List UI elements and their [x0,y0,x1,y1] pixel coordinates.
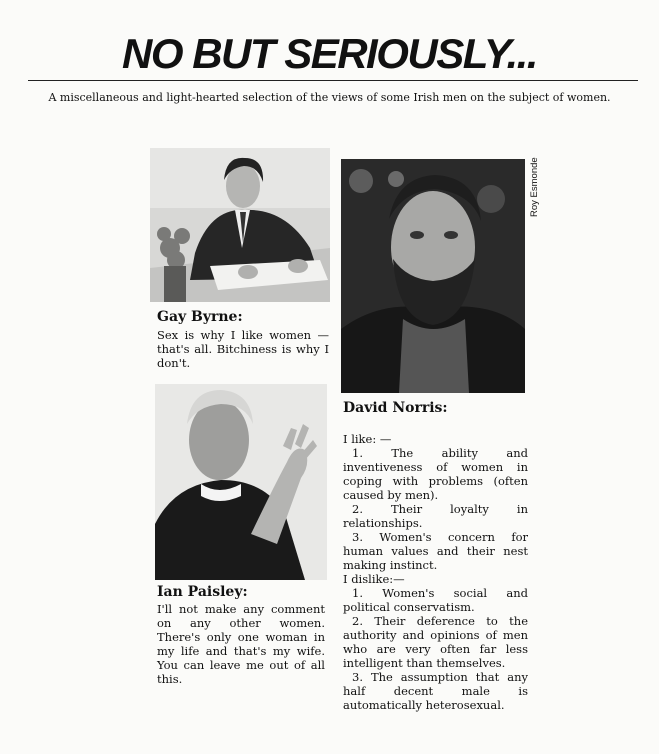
david-norris-name: David Norris: [343,400,448,416]
gay-byrne-photo [150,148,330,302]
dislike-item: 3. The assumption that any half decent male is automatically heterosexual. [343,670,528,712]
page-subtitle: A miscellaneous and light-hearted selection of the views of some Irish men on the subject of women. [48,91,611,104]
like-item: 3. Women's concern for human values and their nest making instinct. [343,530,528,572]
ian-paisley-name: Ian Paisley: [157,584,248,600]
dislike-heading: I dislike:— [343,572,405,586]
page-title: NO BUT SERIOUSLY... [122,30,537,77]
title-rule [28,80,638,81]
dislike-item: 1. Women's social and political conservatism. [343,586,528,614]
like-item: 2. Their loyalty in relationships. [343,502,528,530]
gay-byrne-quote: Sex is why I like women — that's all. Bitchiness is why I don't. [157,328,329,370]
david-norris-views [343,432,528,712]
dislike-item: 2. Their deference to the authority and opinions of men who are very often far less intelligent than themselves. [343,614,528,670]
like-item: 1. The ability and inventiveness of women in coping with problems (often caused by men). [343,446,528,502]
david-norris-photo [341,159,525,393]
ian-paisley-quote: I'll not make any comment on any other women. There's only one woman in my life and that's my wife. You can leave me out of all this. [157,602,325,686]
like-heading: I like: — [343,432,392,446]
gay-byrne-name: Gay Byrne: [157,309,243,325]
ian-paisley-photo [155,384,327,580]
photo-credit: Roy Esmonde [529,157,540,217]
